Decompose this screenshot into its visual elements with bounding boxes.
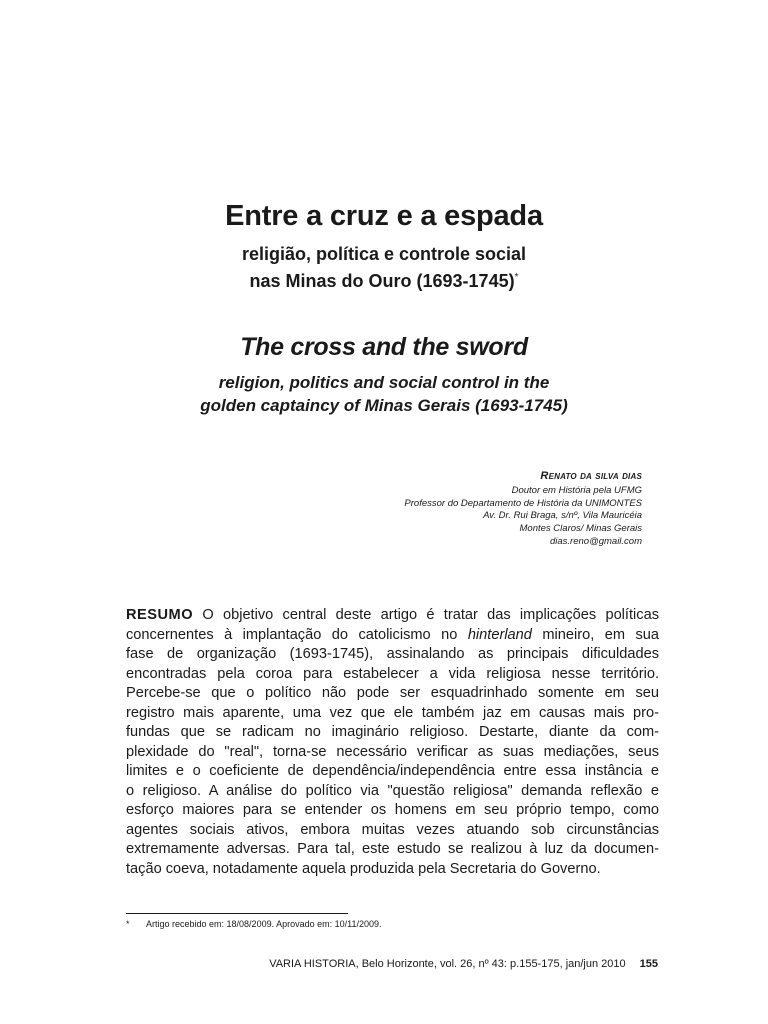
abstract-line: encontradas pela coroa para estabelecer a vida religiosa nesse território. <box>126 665 659 682</box>
abstract-last-line: tação coeva, notadamente aquela produzida pela Secretaria do Governo. <box>126 860 601 877</box>
english-subtitle <box>0 371 768 417</box>
footnote-divider <box>126 913 348 914</box>
subtitle-line-2 <box>0 266 768 293</box>
article-title: Entre a cruz e a espada <box>225 200 543 232</box>
english-title: The cross and the sword <box>240 333 528 361</box>
abstract-emphasis: hinterland <box>467 626 532 643</box>
author-info <box>404 470 642 549</box>
journal-citation: VARIA HISTORIA, Belo Horizonte, vol. 26, nº 43: p.155-175, jan/jun 2010 <box>269 958 626 970</box>
article-subtitle <box>0 243 768 293</box>
author-name: Renato da silva dias <box>540 470 642 482</box>
footnote-marker: * <box>126 919 130 929</box>
abstract-line: Percebe-se que o político não pode ser esquadrinhado somente em seu <box>126 685 659 701</box>
abstract-line: o religioso. A análise do político via "questão religiosa" demanda reflexão e <box>126 782 659 799</box>
abstract-line: agentes sociais ativos, embora muitas vezes atuando sob circunstâncias <box>126 821 659 838</box>
page-number: 155 <box>639 958 658 970</box>
author-email[interactable]: dias.reno@gmail.com <box>549 535 642 547</box>
author-position: Professor do Departamento de História da UNIMONTES <box>404 497 642 509</box>
title-footnote-marker[interactable]: * <box>514 272 519 283</box>
author-address: Av. Dr. Rui Braga, s/nº, Vila Mauricéia <box>483 510 642 522</box>
subtitle-line-2-text: nas Minas do Ouro (1693-1745) <box>249 271 515 291</box>
author-city: Montes Claros/ Minas Gerais <box>519 523 642 535</box>
abstract-line: fase de organização (1693-1745), assinalando as principais dificuldades <box>126 646 659 662</box>
abstract-text: mineiro, em sua <box>531 626 659 643</box>
author-degree: Doutor em História pela UFMG <box>511 484 642 496</box>
abstract-line <box>126 626 659 646</box>
abstract-text: O objetivo central deste artigo é tratar das implicações políticas <box>193 607 659 623</box>
footnote-text: Artigo recebido em: 18/08/2009. Aprovado em: 10/11/2009. <box>146 919 382 929</box>
abstract-line: esforço maiores para se entender os homens em seu próprio tempo, como <box>126 802 659 818</box>
abstract-line: plexidade do "real", torna-se necessário verificar as suas mediações, seus <box>126 743 659 760</box>
abstract-line: limites e o coeficiente de dependência/independência entre essa instância e <box>126 763 659 779</box>
abstract-line <box>126 606 659 626</box>
subtitle-line-1: religião, política e controle social <box>241 244 527 264</box>
abstract <box>126 606 659 879</box>
running-footer <box>269 958 658 970</box>
abstract-text: concernentes à implantação do catolicismo no <box>126 626 468 643</box>
abstract-line: fundas que se radicam no imaginário religioso. Destarte, diante da com- <box>126 724 659 740</box>
abstract-line: extremamente adversas. Para tal, este estudo se realizou à luz da documen- <box>126 841 659 857</box>
abstract-label: RESUMO <box>126 607 194 623</box>
english-subtitle-line-2: golden captaincy of Minas Gerais (1693-1745) <box>200 396 568 415</box>
abstract-line: registro mais aparente, uma vez que ele também jaz em causas mais pro- <box>126 704 659 721</box>
english-subtitle-line-1: religion, politics and social control in the <box>218 373 550 392</box>
footnote <box>126 919 382 929</box>
